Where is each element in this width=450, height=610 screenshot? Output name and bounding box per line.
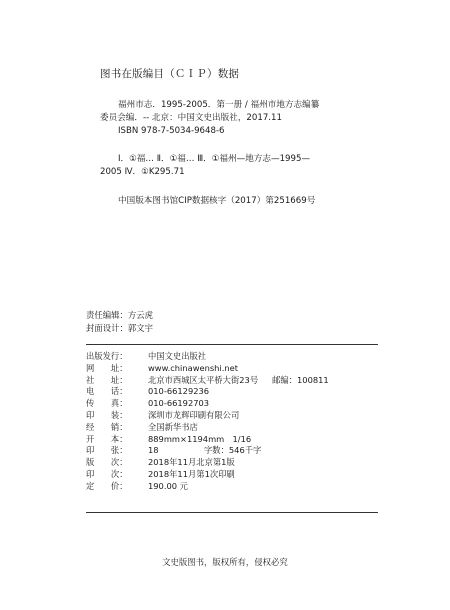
info-row-edition xyxy=(86,457,329,469)
cip-classification-line: Ⅰ．①福… Ⅱ．①福… Ⅲ．①福州—地方志—1995— xyxy=(118,154,311,164)
info-label: 印 张： xyxy=(86,445,128,456)
info-label: 印 次： xyxy=(86,468,128,479)
cip-heading: 图书在版编目（ＣＩＰ）数据 xyxy=(100,68,240,80)
info-value: 18 xyxy=(148,445,159,456)
postcode-value: 100811 xyxy=(297,374,329,385)
cip-publisher-line: 委员会编．-- 北京：中国文史出版社，2017.11 xyxy=(100,113,282,123)
info-value: 深圳市龙辉印刷有限公司 xyxy=(148,409,240,420)
publication-info xyxy=(86,351,329,493)
info-row-phone xyxy=(86,386,329,398)
credit-label: 封面设计： xyxy=(86,323,128,333)
info-value: 010-66192703 xyxy=(148,398,210,409)
credit-cover-design xyxy=(86,322,153,334)
info-label: 开 本： xyxy=(86,433,128,444)
postcode-label: 邮编： xyxy=(272,374,298,385)
info-row-address xyxy=(86,375,329,387)
info-value: 2018年11月第1次印刷 xyxy=(148,468,235,479)
credit-label: 责任编辑： xyxy=(86,310,128,320)
info-value: 2018年11月北京第1版 xyxy=(148,457,235,468)
info-label: 印 装： xyxy=(86,409,128,420)
info-label: 经 销： xyxy=(86,421,128,432)
credit-value: 郭文宇 xyxy=(127,323,153,333)
info-value: www.chinawenshi.net xyxy=(148,362,238,373)
info-row-printer xyxy=(86,410,329,422)
copyright-notice: 文史版图书，版权所有，侵权必究 xyxy=(162,557,288,567)
info-label: 定 价： xyxy=(86,480,128,491)
top-divider xyxy=(86,344,378,345)
info-label: 版 次： xyxy=(86,457,128,468)
cip-classification-line-cont: 2005 Ⅳ．①K295.71 xyxy=(100,167,185,177)
info-label: 电 话： xyxy=(86,386,128,397)
info-value: 010-66129236 xyxy=(148,386,210,397)
info-row-website xyxy=(86,363,329,375)
info-label: 社 址： xyxy=(86,374,128,385)
info-row-distributor xyxy=(86,422,329,434)
cip-isbn-line: ISBN 978-7-5034-9648-6 xyxy=(118,126,225,136)
info-label: 出版发行： xyxy=(86,351,128,361)
cip-title-line: 福州市志．1995-2005．第一册 / 福州市地方志编纂 xyxy=(118,100,320,110)
info-value: 北京市西城区太平桥大街23号 xyxy=(148,374,259,385)
info-label: 网 址： xyxy=(86,362,128,373)
word-count-label: 字数： xyxy=(204,445,229,456)
info-row-printing xyxy=(86,469,329,481)
info-row-format xyxy=(86,434,329,446)
info-row-publisher xyxy=(86,351,329,363)
credit-value: 方云虎 xyxy=(127,310,153,320)
info-row-price xyxy=(86,481,329,493)
info-value: 190.00 元 xyxy=(148,480,188,491)
info-value: 中国文史出版社 xyxy=(148,351,207,361)
info-value: 889mm×1194mm 1/16 xyxy=(148,433,252,444)
info-row-fax xyxy=(86,398,329,410)
bottom-divider xyxy=(86,512,378,513)
info-row-sheets xyxy=(86,445,329,457)
word-count-value: 546千字 xyxy=(228,445,262,456)
cip-record-number: 中国版本图书馆CIP数据核字（2017）第251669号 xyxy=(118,196,316,206)
info-label: 传 真： xyxy=(86,398,128,409)
info-value: 全国新华书店 xyxy=(148,421,198,432)
credit-editor xyxy=(86,309,153,321)
